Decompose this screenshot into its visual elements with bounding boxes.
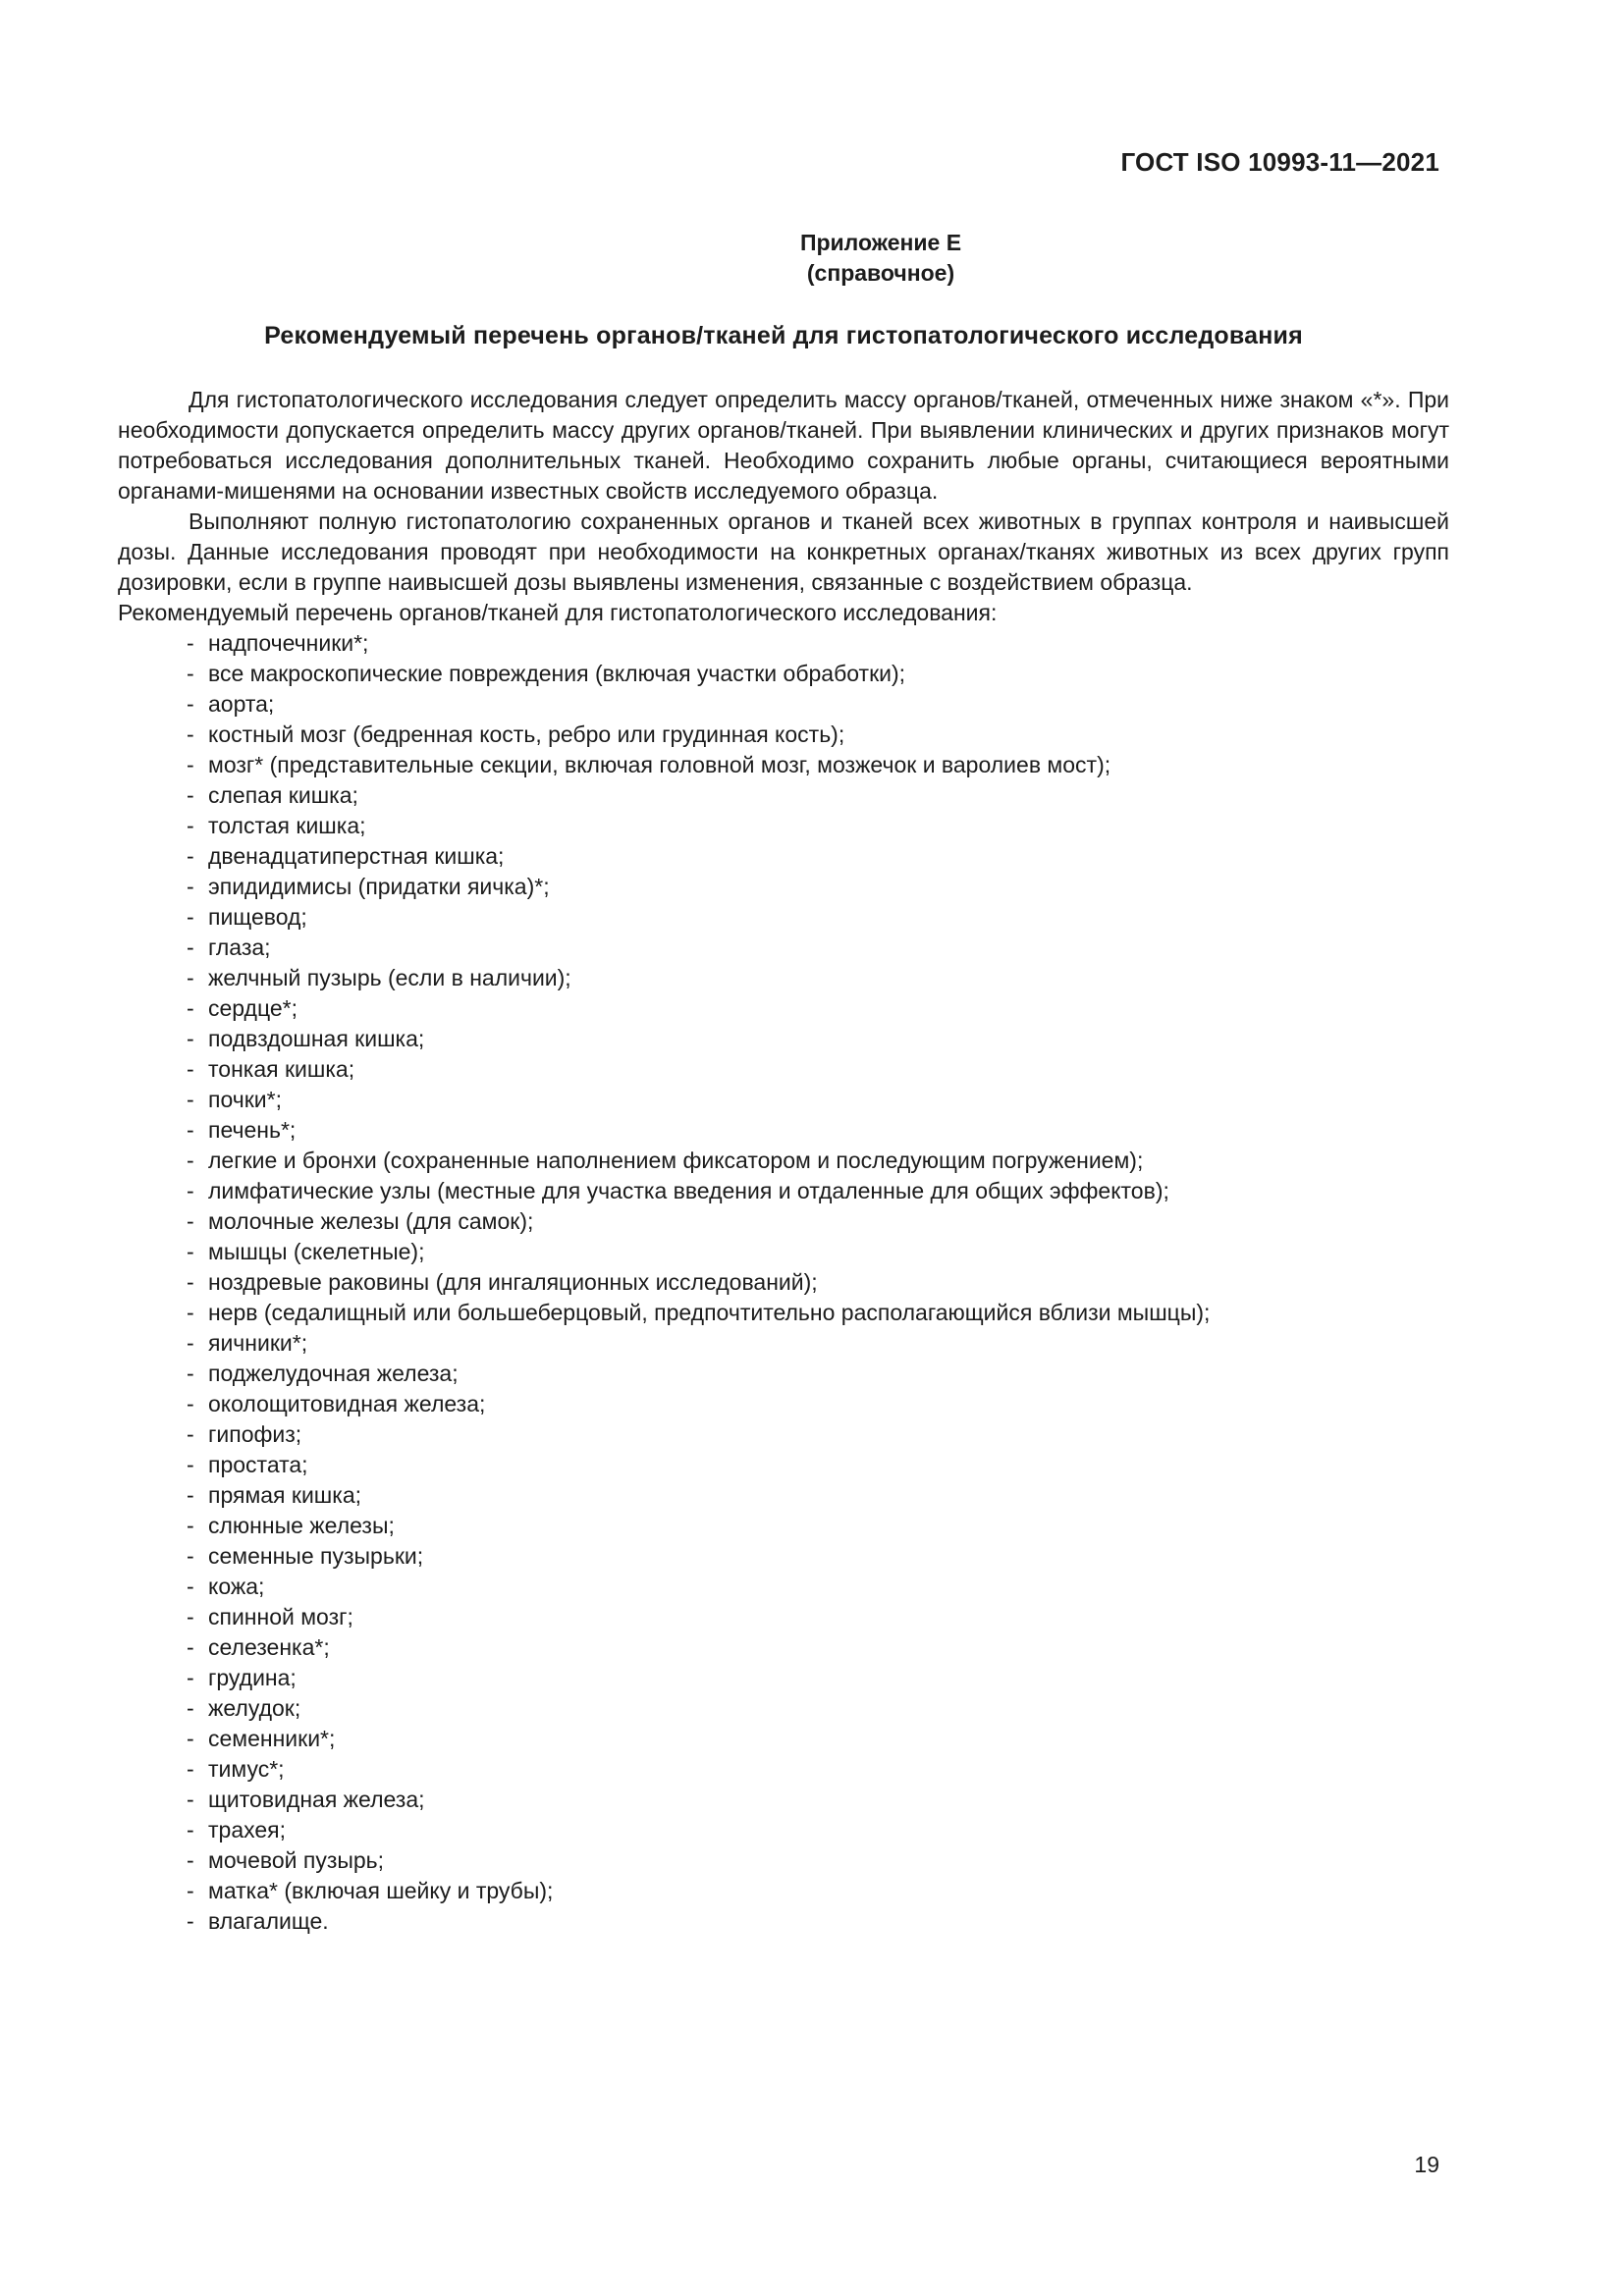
list-item: - слюнные железы;	[187, 1511, 1449, 1541]
list-item: - эпидидимисы (придатки яичка)*;	[187, 872, 1449, 902]
list-item: - пищевод;	[187, 902, 1449, 933]
list-intro: Рекомендуемый перечень органов/тканей для гистопатологического исследования:	[118, 600, 998, 625]
list-item: - семенные пузырьки;	[187, 1541, 1449, 1572]
list-item: - аорта;	[187, 689, 1449, 720]
list-item: - семенники*;	[187, 1724, 1449, 1754]
list-item: - подвздошная кишка;	[187, 1024, 1449, 1054]
list-item: - щитовидная железа;	[187, 1785, 1449, 1815]
list-item: - костный мозг (бедренная кость, ребро или грудинная кость);	[187, 720, 1449, 750]
list-item: - кожа;	[187, 1572, 1449, 1602]
annex-status: (справочное)	[806, 260, 955, 286]
paragraph: Для гистопатологического исследования следует определить массу органов/тканей, отмеченных ниже знаком «*». При необходимости допускается определить массу других органов/тканей. При выявлении клинических и других признаков могут потребоваться исследования дополнительных тканей. Необходимо сохранить любые органы, считающиеся вероятными органами-мишенями на основании известных свойств исследуемого образца.	[118, 387, 1449, 504]
list-item: - желудок;	[187, 1693, 1449, 1724]
document-code: ГОСТ ISO 10993-11—2021	[1120, 147, 1439, 177]
list-item: - матка* (включая шейку и трубы);	[187, 1876, 1449, 1906]
list-item: - почки*;	[187, 1085, 1449, 1115]
list-item: - тонкая кишка;	[187, 1054, 1449, 1085]
list-item: - молочные железы (для самок);	[187, 1206, 1449, 1237]
list-item: - все макроскопические повреждения (включая участки обработки);	[187, 659, 1449, 689]
list-item: - мозг* (представительные секции, включая головной мозг, мозжечок и варолиев мост);	[187, 750, 1449, 780]
list-item: - прямая кишка;	[187, 1480, 1449, 1511]
list-item: - спинной мозг;	[187, 1602, 1449, 1632]
list-item: - надпочечники*;	[187, 628, 1449, 659]
list-item: - желчный пузырь (если в наличии);	[187, 963, 1449, 993]
list-item: - легкие и бронхи (сохраненные наполнением фиксатором и последующим погружением);	[187, 1146, 1449, 1176]
list-item: - гипофиз;	[187, 1419, 1449, 1450]
annex-title: Приложение Е	[799, 230, 962, 255]
organ-list	[118, 628, 1449, 1937]
list-item: - ноздревые раковины (для ингаляционных исследований);	[187, 1267, 1449, 1298]
list-item: - влагалище.	[187, 1906, 1449, 1937]
paragraph: Выполняют полную гистопатологию сохраненных органов и тканей всех животных в группах контроля и наивысшей дозы. Данные исследования проводят при необходимости на конкретных органах/тканях животных из всех других групп дозировки, если в группе наивысшей дозы выявлены изменения, связанные с воздействием образца.	[118, 508, 1449, 595]
list-item: - нерв (седалищный или большеберцовый, предпочтительно располагающийся вблизи мышцы);	[187, 1298, 1449, 1328]
list-item: - толстая кишка;	[187, 811, 1449, 841]
list-item: - мочевой пузырь;	[187, 1845, 1449, 1876]
section-title: Рекомендуемый перечень органов/тканей для гистопатологического исследования	[264, 322, 1303, 349]
list-item: - мышцы (скелетные);	[187, 1237, 1449, 1267]
list-item: - сердце*;	[187, 993, 1449, 1024]
list-item: - слепая кишка;	[187, 780, 1449, 811]
list-item: - лимфатические узлы (местные для участка введения и отдаленные для общих эффектов);	[187, 1176, 1449, 1206]
list-item: - глаза;	[187, 933, 1449, 963]
list-item: - яичники*;	[187, 1328, 1449, 1359]
list-item: - тимус*;	[187, 1754, 1449, 1785]
list-item: - селезенка*;	[187, 1632, 1449, 1663]
page-number: 19	[1414, 2152, 1439, 2177]
list-item: - печень*;	[187, 1115, 1449, 1146]
list-item: - двенадцатиперстная кишка;	[187, 841, 1449, 872]
list-item: - трахея;	[187, 1815, 1449, 1845]
list-item: - околощитовидная железа;	[187, 1389, 1449, 1419]
list-item: - поджелудочная железа;	[187, 1359, 1449, 1389]
body-text	[118, 385, 1449, 1937]
annex-heading	[0, 228, 1624, 289]
list-item: - грудина;	[187, 1663, 1449, 1693]
list-item: - простата;	[187, 1450, 1449, 1480]
